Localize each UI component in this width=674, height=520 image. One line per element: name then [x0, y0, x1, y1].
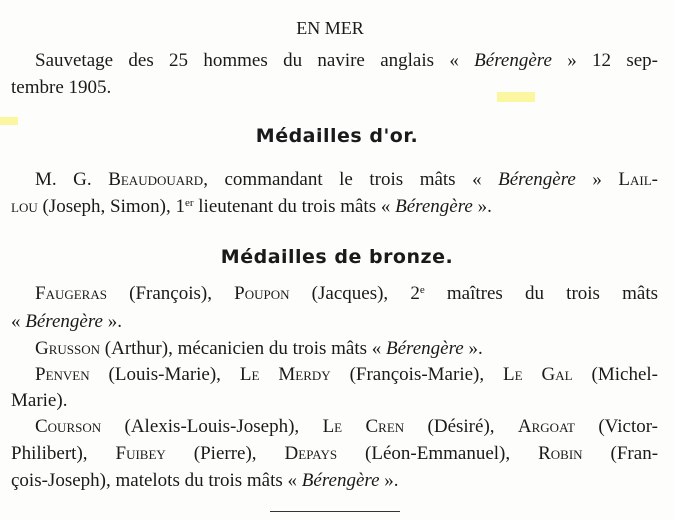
person-name: Le Merdy	[239, 364, 331, 385]
intro-line: Sauvetage des 25 hommes du navire anglais « Bérengère » 12 sep-	[35, 50, 658, 71]
person-name: Beaudouard	[108, 169, 204, 190]
bronze-entry-line: çois-Joseph), matelots du trois mâts « Bérengère ».	[11, 470, 399, 491]
ship-name: Bérengère	[25, 311, 103, 332]
person-name: Penven	[35, 364, 90, 385]
person-name: Faugeras	[35, 283, 107, 304]
highlight-mark	[0, 117, 18, 125]
person-name: Depays	[284, 443, 338, 464]
person-name: Robin	[538, 443, 583, 464]
intro-line: tembre 1905.	[11, 77, 112, 98]
person-name: Le Gal	[503, 364, 573, 385]
ship-name: Bérengère	[474, 50, 552, 71]
gold-entry-line: M. G. Beaudouard, commandant le trois mâts « Bérengère » Lail-	[35, 169, 659, 190]
person-name: lou	[11, 196, 38, 217]
person-name: Fuibey	[115, 443, 166, 464]
bronze-entry-line: Faugeras (François), Poupon (Jacques), 2e maîtres du trois mâts	[35, 283, 658, 304]
bronze-entry-line: Penven (Louis-Marie), Le Merdy (François-Marie), Le Gal (Michel-	[35, 364, 658, 385]
ship-name: Bérengère	[498, 169, 576, 190]
ship-name: Bérengère	[395, 196, 473, 217]
bronze-entry-line: Philibert), Fuibey (Pierre), Depays (Léon-Emmanuel), Robin (Fran-	[11, 443, 659, 464]
highlight-mark	[497, 92, 535, 102]
bronze-entry-line: Marie).	[11, 390, 68, 411]
ship-name: Bérengère	[386, 338, 464, 359]
section-divider	[270, 511, 400, 512]
bronze-entry-line: Grusson (Arthur), mécanicien du trois mâts « Bérengère ».	[35, 338, 483, 359]
section-title-gold: Médailles d'or.	[255, 125, 419, 147]
person-name: Grusson	[35, 338, 101, 359]
person-name: Poupon	[234, 283, 290, 304]
bronze-entry-line: Courson (Alexis-Louis-Joseph), Le Cren (Désiré), Argoat (Victor-	[35, 416, 659, 437]
bronze-entry-line: « Bérengère ».	[11, 311, 122, 332]
ship-name: Bérengère	[301, 470, 380, 491]
section-title-bronze: Médailles de bronze.	[220, 246, 454, 268]
gold-entry-line: lou (Joseph, Simon), 1er lieutenant du trois mâts « Bérengère ».	[11, 196, 492, 217]
person-name: Le Cren	[322, 416, 405, 437]
person-name: Courson	[35, 416, 102, 437]
page-heading: EN MER	[296, 18, 364, 38]
person-name: Lail-	[618, 169, 659, 190]
person-name: Argoat	[517, 416, 575, 437]
